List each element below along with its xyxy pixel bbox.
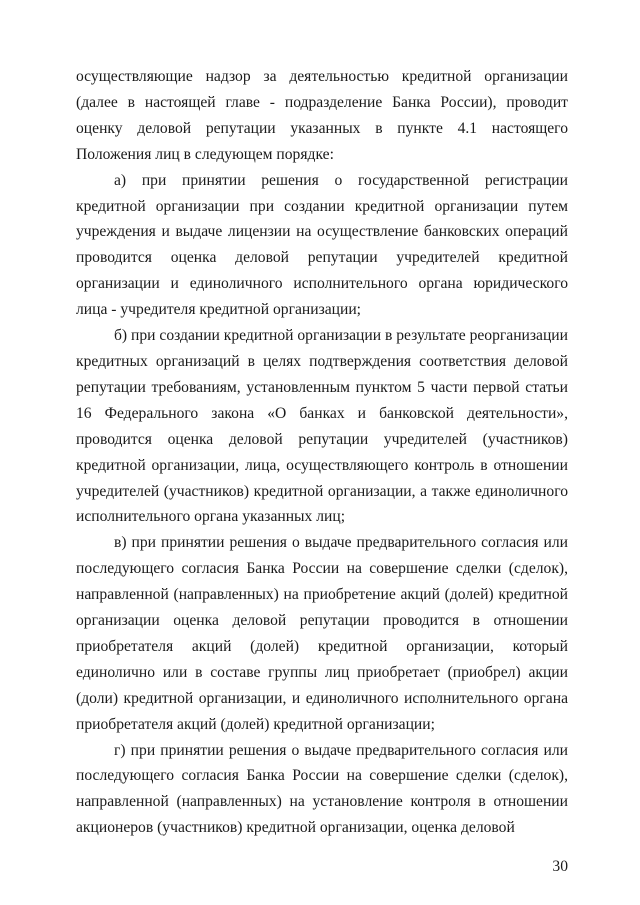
document-body: [76, 64, 568, 841]
paragraph-item-b: б) при создании кредитной организации в результате реорганизации кредитных организаций в целях подтверждения соответствия деловой репутации требованиям, установленным пунктом 5 части первой статьи 16 Федерального закона «О банках и банковской деятельности», проводится оценка деловой репутации учредителей (участников) кредитной организации, лица, осуществляющего контроль в отношении учредителей (участников) кредитной организации, а также единоличного исполнительного органа указанных лиц;: [76, 327, 568, 526]
paragraph-intro-continuation: осуществляющие надзор за деятельностью кредитной организации (далее в настоящей главе - подразделение Банка России), проводит оценку деловой репутации указанных в пункте 4.1 настоящего Положения лиц в следующем порядке:: [76, 68, 568, 163]
page-number: 30: [552, 858, 568, 875]
paragraph-item-g: г) при принятии решения о выдаче предварительного согласия или последующего согласия Банка России на совершение сделки (сделок), направленной (направленных) на установление контроля в отношении акционеров (участников) кредитной организации, оценка деловой: [76, 741, 568, 837]
paragraph-item-v: в) при принятии решения о выдаче предварительного согласия или последующего согласия Банка России на совершение сделки (сделок), направленной (направленных) на приобретение акций (долей) кредитной организации оценка деловой репутации проводится в отношении приобретателя акций (долей) кредитной организации, который единолично или в составе группы лиц приобретает (приобрел) акции (доли) кредитной организации, и единоличного исполнительного органа приобретателя акций (долей) кредитной организации;: [76, 534, 568, 733]
paragraph-item-a: а) при принятии решения о государственной регистрации кредитной организации при создании кредитной организации путем учреждения и выдаче лицензии на осуществление банковских операций проводится оценка деловой репутации учредителей кредитной организации и единоличного исполнительного органа юридического лица - учредителя кредитной организации;: [76, 171, 568, 319]
